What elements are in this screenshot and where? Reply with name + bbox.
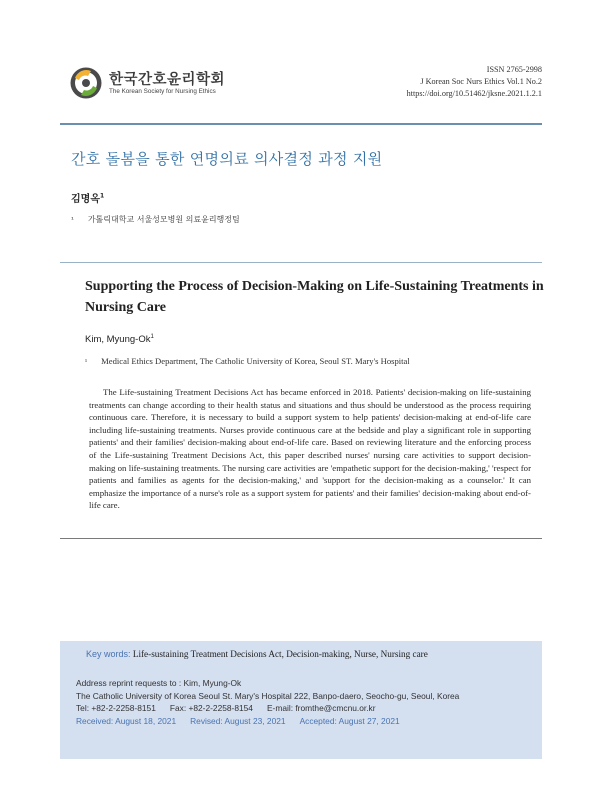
doi-link[interactable]: https://doi.org/10.51462/jksne.2021.1.2.1 — [406, 89, 542, 98]
journal-meta — [407, 64, 542, 100]
english-affiliation — [85, 356, 410, 366]
abstract-text: The Life-sustaining Treatment Decisions Act has became enforced in 2018. Patients' decision-making on life-sustaining treatments can change according to their health status and situations and thus should be understood as the process requiring continuous care. Therefore, it is necessary to build a support system to help patients' decision-making at end-of-life care including life-sustaining treatments. Nurses provide continuous care at the bedside and play a significant role in supporting patients' and their families' decision-making about end-of-life care. Based on reviewing literature and the enforcing process of the Life-sustaining Treatment Decisions Act, this paper described nurses' nursing care activities to support decision-making on life-sustaining treatments. The nursing care activities are 'empathetic support for the decision-making,' 'respect for patients and families as agents for the decision-making,' and 'support for the decision-making as a counselor.' It can emphasize the importance of a nurse's role as a support system for patients' and their families' decision-making about end-of-life care. — [89, 387, 531, 511]
section-divider — [60, 262, 542, 263]
korean-affil-text: 가톨릭대학교 서울성모병원 의료윤리행정팀 — [87, 215, 240, 224]
accepted-date: Accepted: August 27, 2021 — [299, 715, 400, 726]
article-info-box — [60, 641, 542, 759]
abstract-end-divider — [60, 538, 542, 539]
korean-affil-mark: ¹ — [71, 216, 74, 224]
revised-date: Revised: August 23, 2021 — [190, 715, 286, 726]
dates-line — [76, 715, 459, 728]
correspondence-block — [76, 677, 459, 727]
issn: ISSN 2765-2998 — [486, 65, 542, 74]
fax: Fax: +82-2-2258-8154 — [169, 703, 253, 714]
english-author — [85, 334, 154, 345]
reprint-request: Address reprint requests to : Kim, Myung-Ok — [76, 678, 242, 688]
english-title: Supporting the Process of Decision-Making on Life-Sustaining Treatments in Nursing Care — [85, 279, 544, 315]
korean-author-name: 김명옥 — [71, 194, 100, 205]
header-divider — [60, 123, 542, 125]
contact-line — [76, 702, 459, 715]
english-author-name: Kim, Myung-Ok — [85, 334, 151, 346]
keywords-label: Key words: — [86, 649, 131, 659]
english-affil-mark: ¹ — [85, 358, 88, 366]
korean-affiliation — [71, 214, 240, 225]
english-affil-text: Medical Ethics Department, The Catholic University of Korea, Seoul ST. Mary's Hospital — [101, 356, 410, 366]
tel: Tel: +82-2-2258-8151 — [76, 703, 156, 714]
society-name-korean: 한국간호윤리학회 — [109, 72, 226, 88]
korean-author — [71, 190, 104, 205]
keywords-line — [86, 649, 428, 659]
keywords-text: Life-sustaining Treatment Decisions Act, Decision-making, Nurse, Nursing care — [132, 649, 428, 659]
received-date: Received: August 18, 2021 — [76, 715, 177, 726]
korean-author-sup: 1 — [99, 192, 105, 200]
correspondence-address: The Catholic University of Korea Seoul St. Mary's Hospital 222, Banpo-daero, Seocho-gu, Seoul, Korea — [76, 690, 460, 701]
society-emblem-icon — [69, 66, 103, 100]
society-name-english: The Korean Society for Nursing Ethics — [109, 88, 216, 95]
email[interactable]: E-mail: fromthe@cmcnu.or.kr — [266, 703, 376, 714]
journal-citation: J Korean Soc Nurs Ethics Vol.1 No.2 — [420, 77, 542, 86]
society-logo — [69, 66, 269, 106]
english-author-sup: 1 — [150, 334, 154, 340]
korean-title: 간호 돌봄을 통한 연명의료 의사결정 과정 지원 — [71, 150, 383, 168]
